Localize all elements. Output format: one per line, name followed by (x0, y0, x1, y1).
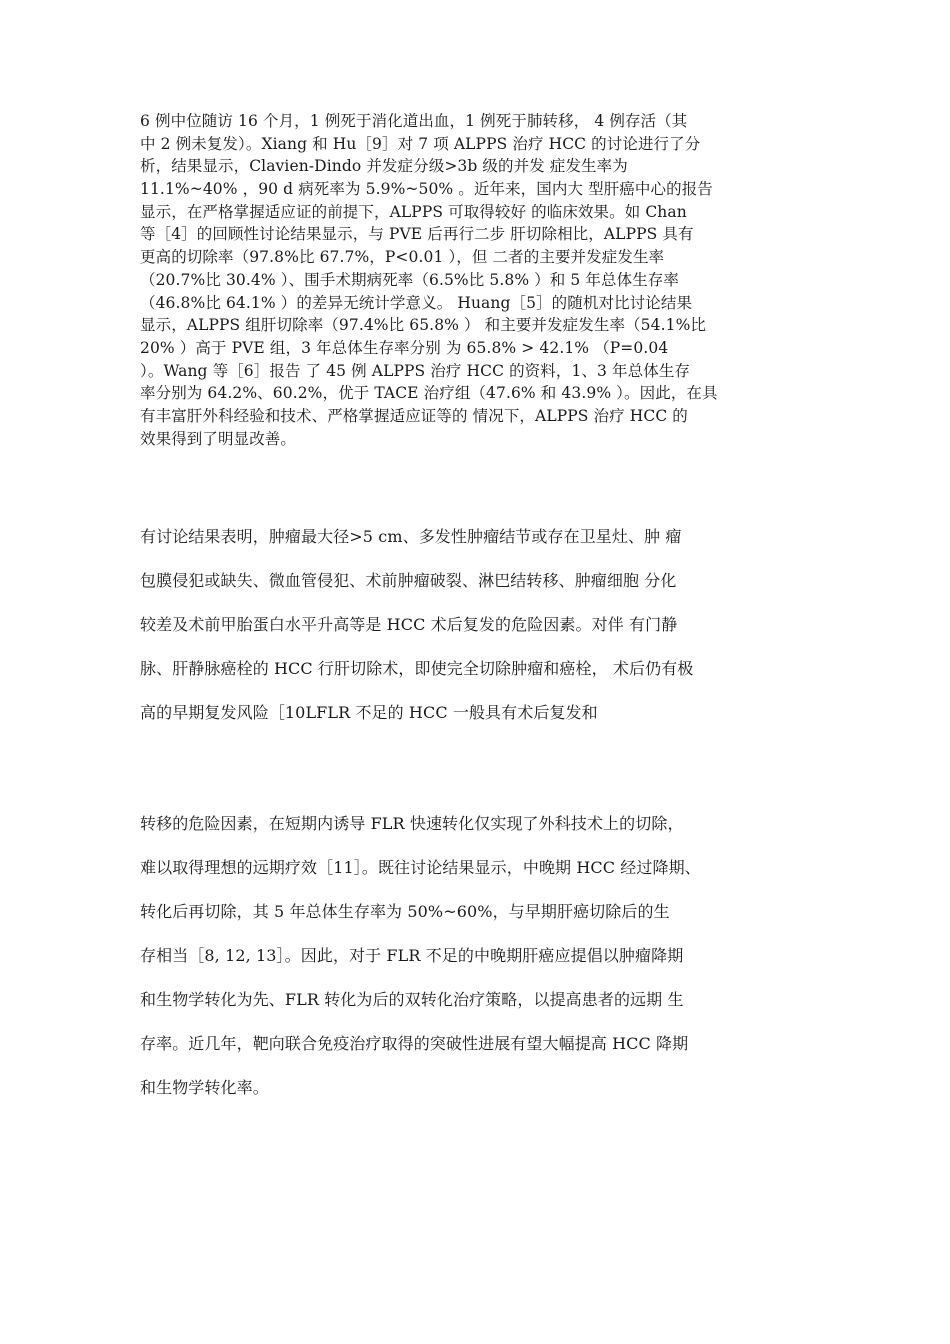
paragraph-alpps-outcomes (140, 110, 830, 450)
text-line: 析，结果显示，Clavien-Dindo 并发症分级>3b 级的并发 症发生率为 (140, 157, 628, 176)
text-line: 20% ）高于 PVE 组，3 年总体生存率分别 为 65.8% > 42.1% （P=0.04 (140, 338, 669, 357)
text-line: 6 例中位随访 16 个月，1 例死于消化道出血，1 例死于肺转移， 4 例存活（其 (140, 112, 688, 130)
text-line: 显示，ALPPS 组肝切除率（97.4%比 65.8% ） 和主要并发症发生率（54.1%比 (140, 316, 706, 335)
text-line: 转化后再切除，其 5 年总体生存率为 50%~60%，与早期肝癌切除后的生 (140, 902, 670, 921)
text-line: 存相当［8, 12, 13］。因此，对于 FLR 不足的中晚期肝癌应提倡以肿瘤降期 (140, 946, 684, 965)
text-line: 率分别为 64.2%、60.2%，优于 TACE 治疗组（47.6% 和 43.9% ）。因此，在具 (140, 384, 718, 403)
text-line: 高的早期复发风险［10LFLR 不足的 HCC 一般具有术后复发和 (140, 703, 598, 722)
text-line: 和生物学转化率。 (140, 1078, 269, 1097)
text-line: 显示，在严格掌握适应证的前提下，ALPPS 可取得较好 的临床效果。如 Chan (140, 202, 687, 221)
text-line: 脉、肝静脉癌栓的 HCC 行肝切除术，即使完全切除肿瘤和癌栓， 术后仍有极 (140, 659, 694, 678)
text-line: 等［4］的回顾性讨论结果显示，与 PVE 后再行二步 肝切除相比，ALPPS 具有 (140, 225, 694, 244)
text-line: 较差及术前甲胎蛋白水平升高等是 HCC 术后复发的危险因素。对伴 有门静 (140, 615, 678, 634)
text-line: 11.1%~40% ，90 d 病死率为 5.9%~50% 。近年来，国内大 型肝癌中心的报告 (140, 180, 713, 199)
text-line: 效果得到了明显改善。 (140, 429, 297, 448)
text-line: 中 2 例未复发）。Xiang 和 Hu［9］对 7 项 ALPPS 治疗 HCC 的讨论进行了分 (140, 134, 701, 153)
text-line: 难以取得理想的远期疗效［11］。既往讨论结果显示，中晚期 HCC 经过降期、 (140, 858, 701, 877)
text-line: 有丰富肝外科经验和技术、严格掌握适应证等的 情况下，ALPPS 治疗 HCC 的 (140, 406, 688, 425)
text-line: 更高的切除率（97.8%比 67.7%，P<0.01 ），但 二者的主要并发症发生率 (140, 248, 665, 267)
paragraph-conversion-strategy (140, 810, 830, 1118)
text-line: 包膜侵犯或缺失、微血管侵犯、术前肿瘤破裂、淋巴结转移、肿瘤细胞 分化 (140, 571, 677, 590)
text-line: 和生物学转化为先、FLR 转化为后的双转化治疗策略，以提高患者的远期 生 (140, 990, 684, 1009)
text-line: 存率。近几年，靶向联合免疫治疗取得的突破性进展有望大幅提高 HCC 降期 (140, 1034, 689, 1053)
text-line: 有讨论结果表明，肿瘤最大径>5 cm、多发性肿瘤结节或存在卫星灶、肿 瘤 (140, 527, 682, 546)
text-line: （20.7%比 30.4% ）、围手术期病死率（6.5%比 5.8% ）和 5 年总体生存率 (140, 270, 680, 289)
text-line: ）。Wang 等［6］报告 了 45 例 ALPPS 治疗 HCC 的资料，1、3 年总体生存 (140, 361, 691, 380)
paragraph-recurrence-risk (140, 523, 830, 743)
text-line: （46.8%比 64.1% ）的差异无统计学意义。 Huang［5］的随机对比讨论结果 (140, 293, 693, 312)
text-line: 转移的危险因素，在短期内诱导 FLR 快速转化仅实现了外科技术上的切除， (140, 814, 684, 833)
